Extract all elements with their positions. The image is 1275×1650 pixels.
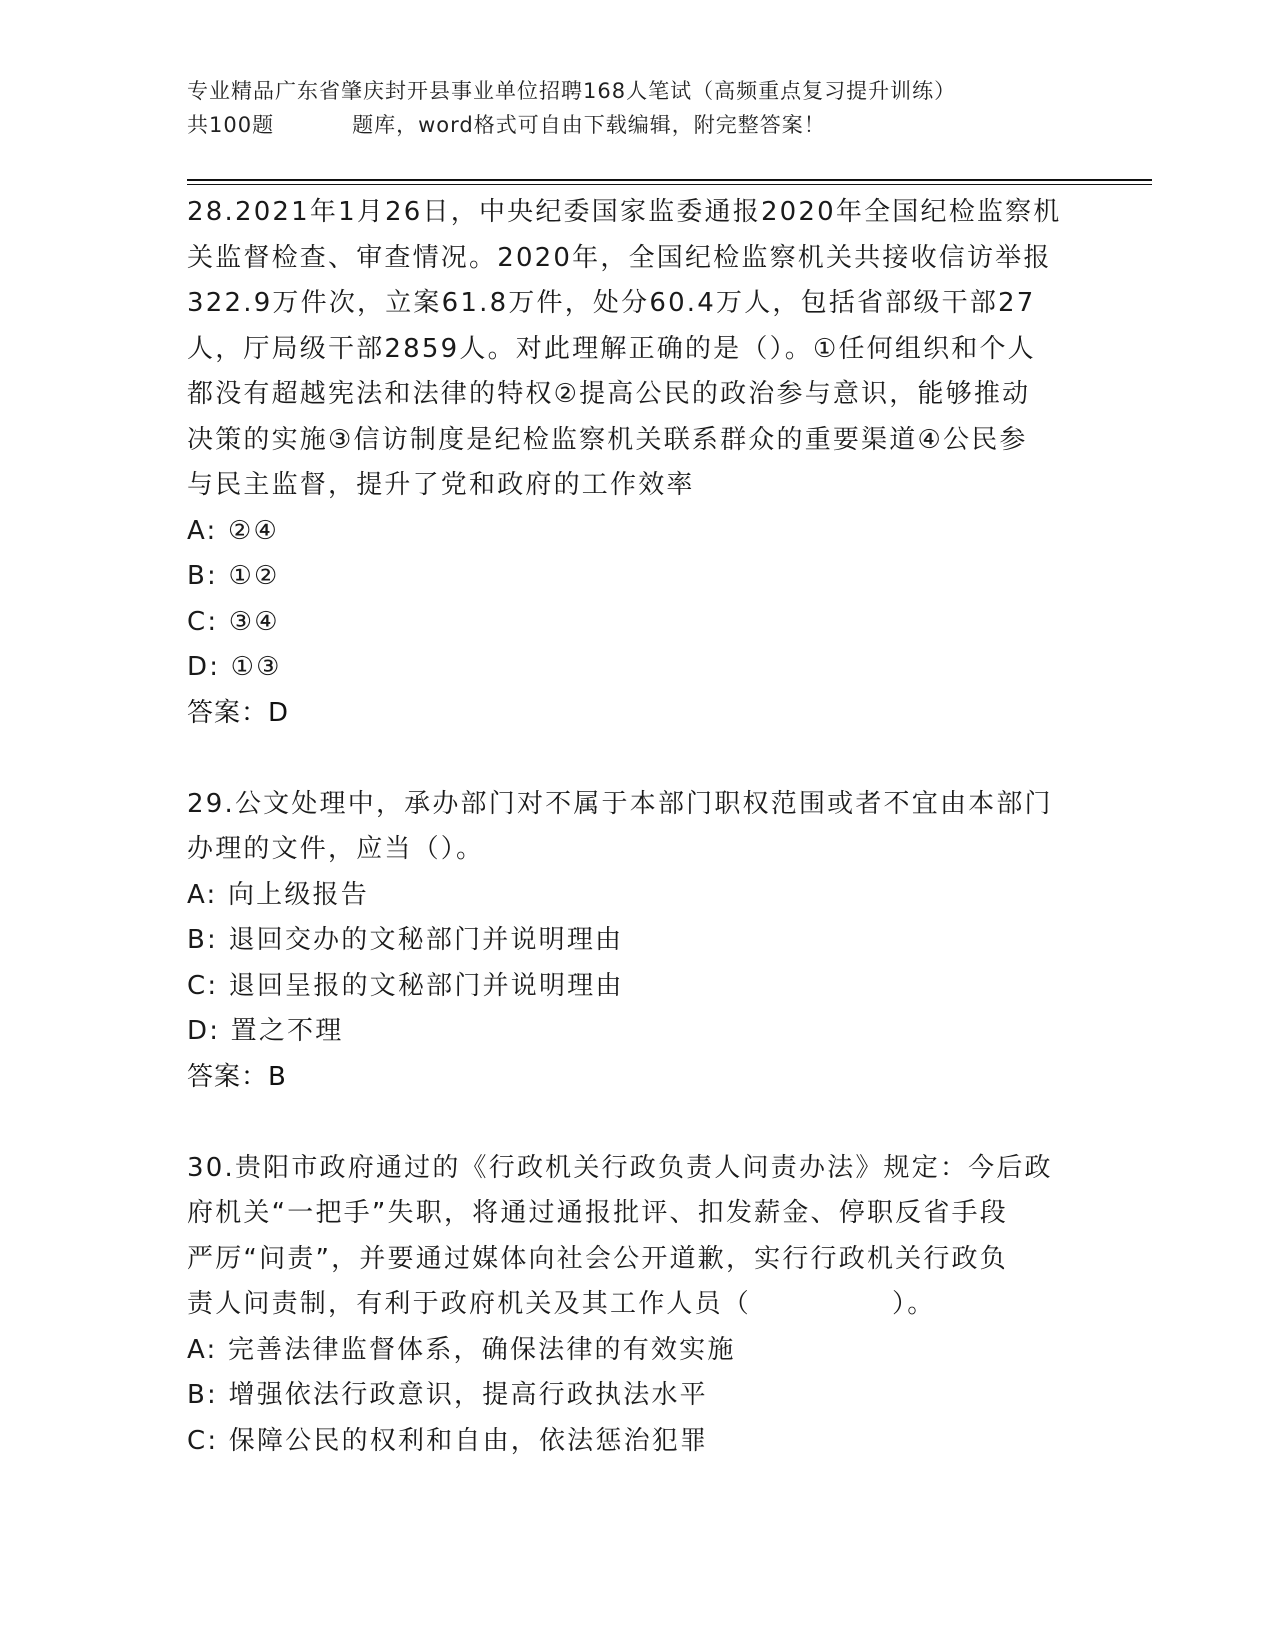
- option-b: B: ①②: [187, 561, 280, 591]
- question-stem-line: 28.2021年1月26日，中央纪委国家监委通报2020年全国纪检监察机: [187, 197, 1062, 227]
- option-a: A: 向上级报告: [187, 879, 369, 910]
- question-stem-line: 与民主监督，提升了党和政府的工作效率: [187, 470, 695, 500]
- option-a: A: ②④: [187, 515, 279, 546]
- answer-line: 答案：D: [187, 697, 290, 728]
- option-b: B: 退回交办的文秘部门并说明理由: [187, 925, 624, 955]
- question-stem-line: 严厉“问责”，并要通过媒体向社会公开道歉，实行行政机关行政负: [187, 1243, 1008, 1274]
- question-stem: [187, 1146, 1087, 1328]
- header-divider-top: [187, 179, 1152, 181]
- header-question-count: 共100题: [187, 113, 275, 137]
- option-a: A: 完善法律监督体系，确保法律的有效实施: [187, 1334, 736, 1365]
- document-header: [187, 74, 1087, 142]
- question-separator: [187, 1100, 1087, 1146]
- question-stem-line: 府机关“一把手”失职，将通过通报批评、扣发薪金、停职反省手段: [187, 1198, 1008, 1228]
- option-d: D: 置之不理: [187, 1016, 344, 1046]
- question-stem-line: 办理的文件，应当（）。: [187, 834, 485, 864]
- question-list: [187, 190, 1087, 1464]
- header-subtitle-line: [187, 108, 1087, 142]
- question-stem-line: 都没有超越宪法和法律的特权②提高公民的政治参与意识，能够推动: [187, 379, 1031, 409]
- question-stem-line: 30.贵阳市政府通过的《行政机关行政负责人问责办法》规定：今后政: [187, 1152, 1053, 1183]
- question-stem-line: 决策的实施③信访制度是纪检监察机关联系群众的重要渠道④公民参: [187, 424, 1028, 455]
- question-item: [187, 1146, 1087, 1465]
- option-b: B: 增强依法行政意识，提高行政执法水平: [187, 1380, 708, 1410]
- answer-line: 答案：B: [187, 1061, 287, 1092]
- question-stem: [187, 782, 1087, 873]
- option-c: C: ③④: [187, 606, 280, 637]
- question-stem: [187, 190, 1087, 509]
- option-d: D: ①③: [187, 652, 282, 682]
- header-title-line: 专业精品广东省肇庆封开县事业单位招聘168人笔试（高频重点复习提升训练）: [187, 79, 957, 103]
- question-stem-line: 人，厅局级干部2859人。对此理解正确的是（）。①任何组织和个人: [187, 333, 1036, 364]
- question-item: [187, 782, 1087, 1101]
- header-divider-bottom: [187, 184, 1152, 185]
- option-c: C: 退回呈报的文秘部门并说明理由: [187, 970, 624, 1001]
- question-stem-line: 责人问责制，有利于政府机关及其工作人员（ ）。: [187, 1289, 936, 1319]
- question-item: [187, 190, 1087, 736]
- question-stem-line: 29.公文处理中，承办部门对不属于本部门职权范围或者不宜由本部门: [187, 788, 1053, 819]
- question-separator: [187, 736, 1087, 782]
- header-description: 题库，word格式可自由下载编辑，附完整答案！: [352, 113, 826, 137]
- option-c: C: 保障公民的权利和自由，依法惩治犯罪: [187, 1425, 709, 1456]
- question-stem-line: 322.9万件次，立案61.8万件，处分60.4万人，包括省部级干部27: [187, 288, 1036, 318]
- question-stem-line: 关监督检查、审查情况。2020年，全国纪检监察机关共接收信访举报: [187, 242, 1052, 273]
